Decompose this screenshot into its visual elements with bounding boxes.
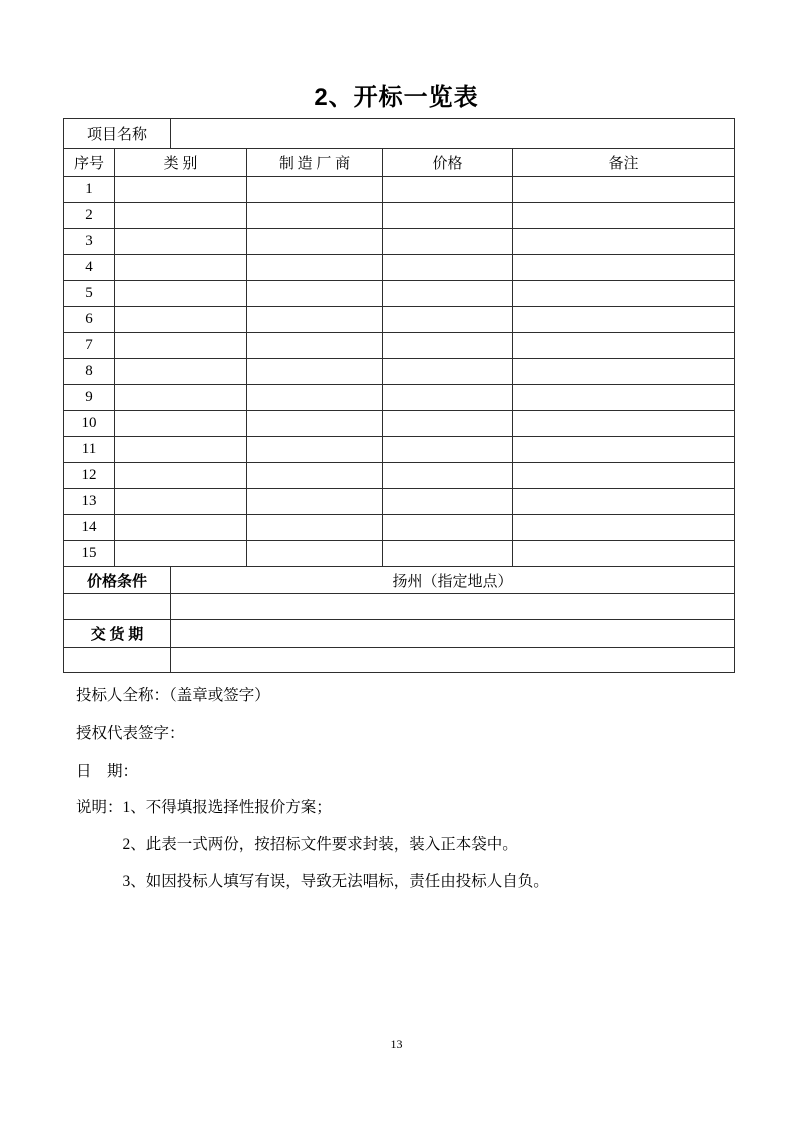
price-cell [383,307,513,333]
table-row [64,541,735,567]
price-cell [383,333,513,359]
manufacturer-cell [247,255,383,281]
row-number: 4 [64,255,115,281]
row-number: 2 [64,203,115,229]
category-cell [115,463,247,489]
remarks-cell [513,177,735,203]
remarks-cell [513,463,735,489]
table-row [64,333,735,359]
date-line: 日 期： [76,763,139,780]
table-row [64,281,735,307]
empty-label-cell [64,594,171,620]
row-number: 8 [64,359,115,385]
category-cell [115,515,247,541]
manufacturer-cell [247,541,383,567]
authorized-representative-line: 授权代表签字： [76,725,185,742]
col-header-manufacturer: 制 造 厂 商 [247,149,383,177]
price-cell [383,281,513,307]
remarks-cell [513,385,735,411]
remarks-cell [513,437,735,463]
price-cell [383,203,513,229]
row-number: 1 [64,177,115,203]
price-cell [383,437,513,463]
remarks-cell [513,255,735,281]
table-row [64,229,735,255]
manufacturer-cell [247,281,383,307]
price-condition-extra-row [64,594,735,620]
category-cell [115,385,247,411]
manufacturer-cell [247,229,383,255]
col-header-seq: 序号 [64,149,115,177]
price-cell [383,177,513,203]
notes-list [123,798,549,909]
category-cell [115,437,247,463]
col-header-category: 类 别 [115,149,247,177]
delivery-period-label: 交 货 期 [64,620,171,648]
manufacturer-cell [247,385,383,411]
price-cell [383,463,513,489]
remarks-cell [513,333,735,359]
manufacturer-cell [247,177,383,203]
row-number: 13 [64,489,115,515]
table-row [64,203,735,229]
manufacturer-cell [247,515,383,541]
category-cell [115,281,247,307]
category-cell [115,541,247,567]
price-cell [383,255,513,281]
project-name-value [171,119,735,149]
price-condition-extra-value [171,594,735,620]
row-number: 9 [64,385,115,411]
note-item-3: 3、如因投标人填写有误，导致无法唱标，责任由投标人自负。 [122,873,549,890]
price-cell [383,359,513,385]
project-name-row [64,119,735,149]
bid-opening-table [63,118,735,673]
manufacturer-cell [247,463,383,489]
table-row [64,411,735,437]
note-item-1: 1、不得填报选择性报价方案； [122,799,332,816]
col-header-price: 价格 [383,149,513,177]
price-condition-value: 扬州（指定地点） [171,567,735,594]
manufacturer-cell [247,307,383,333]
remarks-cell [513,359,735,385]
row-number: 6 [64,307,115,333]
row-number: 3 [64,229,115,255]
table-row [64,307,735,333]
category-cell [115,203,247,229]
manufacturer-cell [247,489,383,515]
row-number: 5 [64,281,115,307]
row-number: 12 [64,463,115,489]
category-cell [115,333,247,359]
price-condition-row [64,567,735,594]
signature-block [76,686,270,800]
price-cell [383,489,513,515]
remarks-cell [513,541,735,567]
price-cell [383,385,513,411]
manufacturer-cell [247,437,383,463]
col-header-remarks: 备注 [513,149,735,177]
row-number: 15 [64,541,115,567]
remarks-cell [513,411,735,437]
table-row [64,515,735,541]
table-row [64,463,735,489]
category-cell [115,177,247,203]
delivery-extra-row [64,648,735,673]
table-row [64,359,735,385]
price-condition-label: 价格条件 [64,567,171,594]
price-cell [383,229,513,255]
remarks-cell [513,307,735,333]
table-row [64,255,735,281]
row-number: 10 [64,411,115,437]
category-cell [115,489,247,515]
price-cell [383,411,513,437]
page-title: 2、开标一览表 [314,84,479,111]
category-cell [115,411,247,437]
row-number: 14 [64,515,115,541]
manufacturer-cell [247,359,383,385]
category-cell [115,255,247,281]
bidder-full-name-line: 投标人全称：（盖章或签字） [76,687,270,704]
header-row [64,149,735,177]
price-cell [383,541,513,567]
table-row [64,437,735,463]
remarks-cell [513,515,735,541]
table-row [64,177,735,203]
empty-label-cell [64,648,171,673]
category-cell [115,229,247,255]
remarks-cell [513,281,735,307]
row-number: 11 [64,437,115,463]
row-number: 7 [64,333,115,359]
note-item-2: 2、此表一式两份，按招标文件要求封装，装入正本袋中。 [122,836,518,853]
notes-label: 说明： [76,799,123,816]
delivery-extra-value [171,648,735,673]
table-row [64,489,735,515]
page-number: 13 [390,1037,403,1051]
manufacturer-cell [247,203,383,229]
table-row [64,385,735,411]
price-cell [383,515,513,541]
remarks-cell [513,203,735,229]
remarks-cell [513,229,735,255]
category-cell [115,359,247,385]
manufacturer-cell [247,333,383,359]
remarks-cell [513,489,735,515]
delivery-period-value [171,620,735,648]
category-cell [115,307,247,333]
notes-block [76,798,549,909]
project-name-label: 项目名称 [64,119,171,149]
manufacturer-cell [247,411,383,437]
delivery-period-row [64,620,735,648]
